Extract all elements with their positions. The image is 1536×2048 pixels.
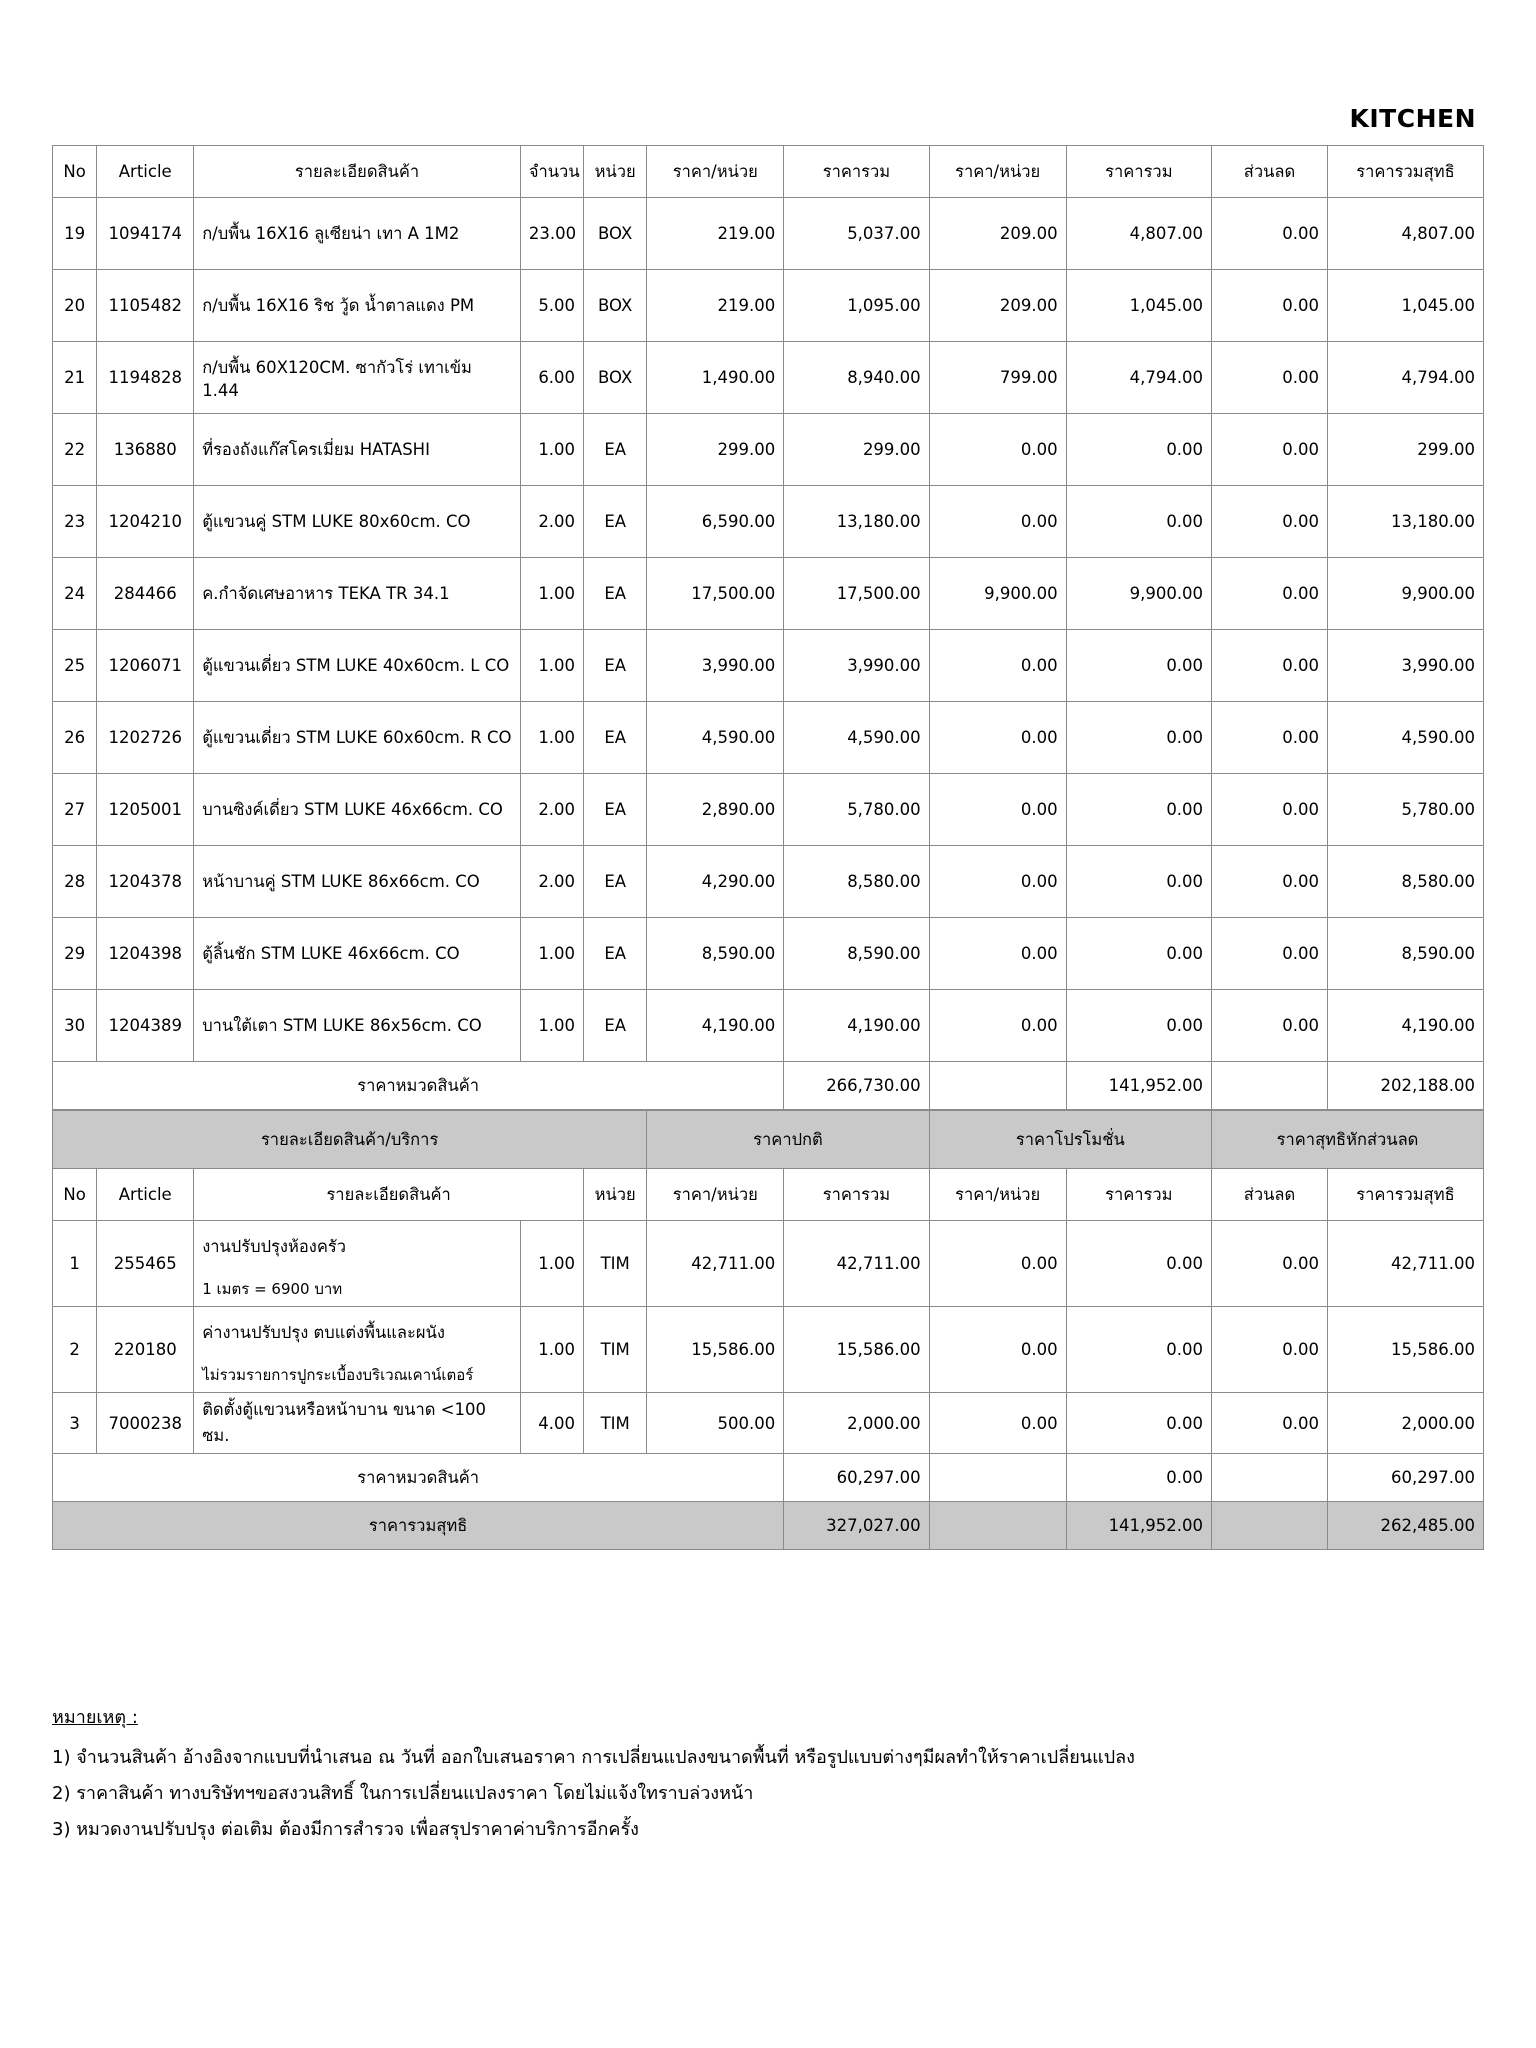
service-subtotal-blank-1 [929,1454,1066,1502]
cell-no: 19 [53,198,97,270]
header-no: No [53,1169,97,1221]
header-description: รายละเอียดสินค้า [194,146,521,198]
cell-net: 15,586.00 [1327,1307,1483,1393]
cell-description: บานใต้เตา STM LUKE 86x56cm. CO [194,990,521,1062]
cell-promo-unit-price: 209.00 [929,270,1066,342]
goods-table [52,145,1484,1110]
cell-net: 4,807.00 [1327,198,1483,270]
cell-description-line2: 1 เมตร = 6900 บาท [194,1273,521,1307]
cell-unit: EA [584,486,647,558]
cell-net: 4,590.00 [1327,702,1483,774]
cell-no: 23 [53,486,97,558]
cell-qty: 2.00 [520,486,583,558]
table-row [53,270,1484,342]
cell-amount: 5,037.00 [784,198,929,270]
table-row [53,198,1484,270]
table-row [53,1221,1484,1273]
grand-total-blank-1 [929,1502,1066,1550]
grand-total-net: 262,485.00 [1327,1502,1483,1550]
cell-description: ก/บพื้น 60X120CM. ซากัวโร่ เทาเข้ม 1.44 [194,342,521,414]
cell-article: 136880 [97,414,194,486]
table-row [53,702,1484,774]
header-article: Article [97,1169,194,1221]
header-unit-price: ราคา/หน่วย [647,146,784,198]
cell-promo-unit-price: 0.00 [929,414,1066,486]
header-description: รายละเอียดสินค้า [194,1169,584,1221]
note-item-3: 3) หมวดงานปรับปรุง ต่อเติม ต้องมีการสำรวจ เพื่อสรุปราคาค่าบริการอีกครั้ง [52,1819,639,1840]
cell-promo-amount: 0.00 [1066,1221,1211,1307]
cell-amount: 8,590.00 [784,918,929,990]
cell-article: 1204389 [97,990,194,1062]
cell-net: 13,180.00 [1327,486,1483,558]
service-subtotal-label: ราคาหมวดสินค้า [53,1454,784,1502]
cell-net: 8,590.00 [1327,918,1483,990]
cell-no: 25 [53,630,97,702]
goods-subtotal-promo-amount: 141,952.00 [1066,1062,1211,1110]
group-header-promo-price: ราคาโปรโมชั่น [929,1111,1211,1169]
cell-discount: 0.00 [1212,702,1328,774]
grand-total-blank-2 [1212,1502,1328,1550]
cell-discount: 0.00 [1212,198,1328,270]
header-amount: ราคารวม [784,146,929,198]
cell-article: 1205001 [97,774,194,846]
cell-description: หน้าบานคู่ STM LUKE 86x66cm. CO [194,846,521,918]
cell-article: 284466 [97,558,194,630]
cell-promo-amount: 4,807.00 [1066,198,1211,270]
cell-unit: TIM [584,1393,647,1454]
table-row [53,414,1484,486]
cell-promo-amount: 1,045.00 [1066,270,1211,342]
cell-no: 29 [53,918,97,990]
cell-unit-price: 219.00 [647,198,784,270]
cell-promo-unit-price: 0.00 [929,846,1066,918]
cell-amount: 299.00 [784,414,929,486]
note-item-1: 1) จำนวนสินค้า อ้างอิงจากแบบที่นำเสนอ ณ วันที่ ออกใบเสนอราคา การเปลี่ยนแปลงขนาดพื้นที่ หรือรูปแบบต่างๆมีผลทำให้ราคาเปลี่ยนแปลง [52,1747,1135,1768]
cell-description: บานซิงค์เดี่ยว STM LUKE 46x66cm. CO [194,774,521,846]
cell-no: 22 [53,414,97,486]
cell-article: 1204378 [97,846,194,918]
cell-unit-price: 6,590.00 [647,486,784,558]
cell-qty: 2.00 [520,774,583,846]
goods-subtotal-row [53,1062,1484,1110]
table-row [53,774,1484,846]
header-unit: หน่วย [584,1169,647,1221]
cell-description: ตู้แขวนคู่ STM LUKE 80x60cm. CO [194,486,521,558]
notes-title-line [52,1700,1484,1740]
group-header-detail: รายละเอียดสินค้า/บริการ [53,1111,647,1169]
grand-total-promo-amount: 141,952.00 [1066,1502,1211,1550]
cell-unit: EA [584,846,647,918]
cell-unit-price: 17,500.00 [647,558,784,630]
service-subtotal-net: 60,297.00 [1327,1454,1483,1502]
cell-discount: 0.00 [1212,270,1328,342]
cell-qty: 1.00 [520,558,583,630]
header-unit-price: ราคา/หน่วย [647,1169,784,1221]
cell-amount: 8,580.00 [784,846,929,918]
cell-promo-unit-price: 0.00 [929,1393,1066,1454]
cell-net: 299.00 [1327,414,1483,486]
cell-qty: 6.00 [520,342,583,414]
cell-unit-price: 8,590.00 [647,918,784,990]
cell-unit-price: 4,290.00 [647,846,784,918]
cell-discount: 0.00 [1212,774,1328,846]
cell-promo-amount: 0.00 [1066,990,1211,1062]
cell-article: 1204210 [97,486,194,558]
cell-discount: 0.00 [1212,630,1328,702]
cell-discount: 0.00 [1212,486,1328,558]
cell-unit-price: 2,890.00 [647,774,784,846]
cell-amount: 17,500.00 [784,558,929,630]
service-group-header-row [53,1111,1484,1169]
cell-qty: 23.00 [520,198,583,270]
cell-unit-price: 42,711.00 [647,1221,784,1307]
cell-net: 1,045.00 [1327,270,1483,342]
cell-unit-price: 4,190.00 [647,990,784,1062]
cell-discount: 0.00 [1212,990,1328,1062]
cell-article: 1194828 [97,342,194,414]
grand-total-amount: 327,027.00 [784,1502,929,1550]
header-article: Article [97,146,194,198]
cell-description: ติดตั้งตู้แขวนหรือหน้าบาน ขนาด <100 ซม. [194,1393,521,1454]
cell-article: 1206071 [97,630,194,702]
cell-promo-unit-price: 0.00 [929,486,1066,558]
cell-unit: EA [584,702,647,774]
cell-description: ก/บพื้น 16X16 ริช วู้ด น้ำตาลแดง PM [194,270,521,342]
cell-description: ที่รองถังแก๊สโครเมี่ยม HATASHI [194,414,521,486]
header-no: No [53,146,97,198]
cell-net: 4,794.00 [1327,342,1483,414]
table-row [53,1393,1484,1454]
header-promo-unit-price: ราคา/หน่วย [929,1169,1066,1221]
notes-section [52,1700,1484,1848]
goods-table-header-row [53,146,1484,198]
service-subtotal-promo-amount: 0.00 [1066,1454,1211,1502]
cell-article: 1094174 [97,198,194,270]
cell-promo-amount: 0.00 [1066,918,1211,990]
goods-subtotal-blank-2 [1212,1062,1328,1110]
grand-total-row [53,1502,1484,1550]
cell-unit: EA [584,558,647,630]
cell-unit-price: 1,490.00 [647,342,784,414]
goods-subtotal-net: 202,188.00 [1327,1062,1483,1110]
cell-unit-price: 219.00 [647,270,784,342]
cell-amount: 1,095.00 [784,270,929,342]
cell-net: 3,990.00 [1327,630,1483,702]
cell-promo-unit-price: 209.00 [929,198,1066,270]
cell-qty: 1.00 [520,1307,583,1393]
cell-qty: 4.00 [520,1393,583,1454]
cell-discount: 0.00 [1212,558,1328,630]
cell-promo-amount: 0.00 [1066,414,1211,486]
cell-qty: 1.00 [520,918,583,990]
cell-unit: EA [584,990,647,1062]
cell-no: 27 [53,774,97,846]
cell-net: 5,780.00 [1327,774,1483,846]
cell-qty: 1.00 [520,630,583,702]
cell-promo-amount: 0.00 [1066,1393,1211,1454]
cell-no: 28 [53,846,97,918]
cell-discount: 0.00 [1212,414,1328,486]
cell-no: 1 [53,1221,97,1307]
header-amount: ราคารวม [784,1169,929,1221]
group-header-net-price: ราคาสุทธิหักส่วนลด [1212,1111,1484,1169]
cell-description: ค.กำจัดเศษอาหาร TEKA TR 34.1 [194,558,521,630]
cell-amount: 4,190.00 [784,990,929,1062]
service-table [52,1110,1484,1550]
cell-amount: 4,590.00 [784,702,929,774]
cell-article: 255465 [97,1221,194,1307]
cell-unit: EA [584,414,647,486]
cell-discount: 0.00 [1212,1393,1328,1454]
table-row [53,918,1484,990]
goods-subtotal-blank-1 [929,1062,1066,1110]
cell-qty: 1.00 [520,414,583,486]
service-subtotal-blank-2 [1212,1454,1328,1502]
cell-discount: 0.00 [1212,1307,1328,1393]
cell-net: 2,000.00 [1327,1393,1483,1454]
cell-promo-amount: 0.00 [1066,702,1211,774]
cell-net: 8,580.00 [1327,846,1483,918]
header-promo-amount: ราคารวม [1066,146,1211,198]
cell-description: ตู้ลิ้นชัก STM LUKE 46x66cm. CO [194,918,521,990]
header-discount: ส่วนลด [1212,1169,1328,1221]
cell-unit: EA [584,774,647,846]
cell-no: 24 [53,558,97,630]
cell-no: 30 [53,990,97,1062]
cell-promo-unit-price: 0.00 [929,1221,1066,1307]
cell-article: 220180 [97,1307,194,1393]
cell-discount: 0.00 [1212,846,1328,918]
cell-promo-amount: 9,900.00 [1066,558,1211,630]
cell-net: 9,900.00 [1327,558,1483,630]
table-row [53,846,1484,918]
cell-qty: 1.00 [520,1221,583,1307]
cell-unit-price: 15,586.00 [647,1307,784,1393]
cell-promo-unit-price: 0.00 [929,1307,1066,1393]
cell-promo-amount: 4,794.00 [1066,342,1211,414]
cell-unit: EA [584,918,647,990]
cell-promo-amount: 0.00 [1066,1307,1211,1393]
cell-qty: 1.00 [520,990,583,1062]
cell-amount: 13,180.00 [784,486,929,558]
cell-unit: TIM [584,1307,647,1393]
cell-promo-unit-price: 799.00 [929,342,1066,414]
cell-discount: 0.00 [1212,1221,1328,1307]
cell-amount: 5,780.00 [784,774,929,846]
cell-qty: 1.00 [520,702,583,774]
cell-article: 1204398 [97,918,194,990]
cell-promo-amount: 0.00 [1066,846,1211,918]
header-promo-amount: ราคารวม [1066,1169,1211,1221]
page-title: KITCHEN [1349,104,1476,133]
cell-no: 20 [53,270,97,342]
cell-unit-price: 500.00 [647,1393,784,1454]
cell-no: 21 [53,342,97,414]
cell-description: ตู้แขวนเดี่ยว STM LUKE 60x60cm. R CO [194,702,521,774]
header-qty: จำนวน [520,146,583,198]
table-row [53,486,1484,558]
goods-subtotal-amount: 266,730.00 [784,1062,929,1110]
cell-qty: 5.00 [520,270,583,342]
cell-no: 26 [53,702,97,774]
cell-promo-unit-price: 0.00 [929,918,1066,990]
group-header-normal-price: ราคาปกติ [647,1111,929,1169]
cell-promo-amount: 0.00 [1066,774,1211,846]
cell-qty: 2.00 [520,846,583,918]
cell-discount: 0.00 [1212,918,1328,990]
note-item-2: 2) ราคาสินค้า ทางบริษัทฯขอสงวนสิทธิ์ ในการเปลี่ยนแปลงราคา โดยไม่แจ้งใทราบล่วงหน้า [52,1783,754,1804]
cell-no: 2 [53,1307,97,1393]
cell-unit-price: 299.00 [647,414,784,486]
cell-unit: BOX [584,270,647,342]
cell-promo-unit-price: 0.00 [929,774,1066,846]
cell-article: 7000238 [97,1393,194,1454]
header-net: ราคารวมสุทธิ [1327,146,1483,198]
grand-total-label: ราคารวมสุทธิ [53,1502,784,1550]
cell-description: งานปรับปรุงห้องครัว [194,1221,521,1273]
table-row [53,1307,1484,1359]
cell-unit: BOX [584,198,647,270]
service-table-header-row [53,1169,1484,1221]
cell-description: ก/บพื้น 16X16 ลูเซียน่า เทา A 1M2 [194,198,521,270]
cell-promo-unit-price: 0.00 [929,990,1066,1062]
cell-net: 4,190.00 [1327,990,1483,1062]
cell-discount: 0.00 [1212,342,1328,414]
cell-promo-unit-price: 9,900.00 [929,558,1066,630]
cell-no: 3 [53,1393,97,1454]
cell-unit: TIM [584,1221,647,1307]
cell-amount: 3,990.00 [784,630,929,702]
cell-unit: EA [584,630,647,702]
cell-promo-amount: 0.00 [1066,630,1211,702]
table-row [53,630,1484,702]
service-subtotal-row [53,1454,1484,1502]
table-row [53,990,1484,1062]
goods-subtotal-label: ราคาหมวดสินค้า [53,1062,784,1110]
cell-amount: 2,000.00 [784,1393,929,1454]
cell-promo-unit-price: 0.00 [929,702,1066,774]
cell-promo-unit-price: 0.00 [929,630,1066,702]
table-row [53,558,1484,630]
cell-amount: 42,711.00 [784,1221,929,1307]
cell-net: 42,711.00 [1327,1221,1483,1307]
cell-description: ค่างานปรับปรุง ตบแต่งพื้นและผนัง [194,1307,521,1359]
cell-unit: BOX [584,342,647,414]
service-subtotal-amount: 60,297.00 [784,1454,929,1502]
cell-amount: 8,940.00 [784,342,929,414]
header-discount: ส่วนลด [1212,146,1328,198]
notes-title: หมายเหตุ : [52,1707,138,1728]
cell-description: ตู้แขวนเดี่ยว STM LUKE 40x60cm. L CO [194,630,521,702]
header-net: ราคารวมสุทธิ [1327,1169,1483,1221]
cell-unit-price: 4,590.00 [647,702,784,774]
cell-description-line2: ไม่รวมรายการปูกระเบื้องบริเวณเคาน์เตอร์ [194,1359,521,1393]
cell-promo-amount: 0.00 [1066,486,1211,558]
cell-unit-price: 3,990.00 [647,630,784,702]
cell-article: 1202726 [97,702,194,774]
header-promo-unit-price: ราคา/หน่วย [929,146,1066,198]
table-row [53,342,1484,414]
cell-amount: 15,586.00 [784,1307,929,1393]
header-unit: หน่วย [584,146,647,198]
cell-article: 1105482 [97,270,194,342]
